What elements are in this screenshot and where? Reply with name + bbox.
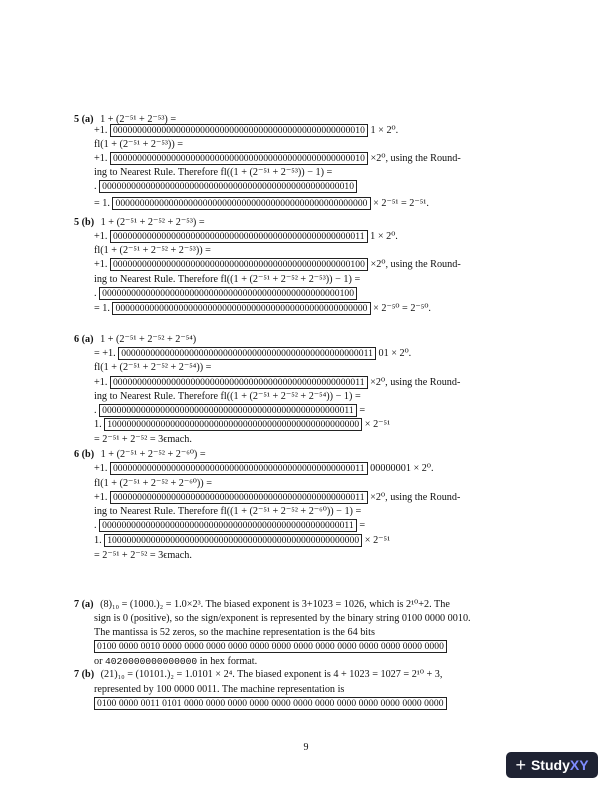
problem-label: 6 (a): [74, 334, 94, 345]
problem-label: 6 (b): [74, 449, 95, 460]
text-line: [94, 418, 390, 431]
text-fragment: 1 + (2⁻⁵¹ + 2⁻⁵² + 2⁻⁶⁰) =: [98, 449, 206, 460]
bit-box: 1000000000000000000000000000000000000000000000000000: [104, 534, 362, 547]
bit-box: 0000000000000000000000000000000000000000000000000011: [110, 376, 368, 389]
text-line: [94, 655, 257, 668]
bit-box: 0000000000000000000000000000000000000000000000000010: [110, 152, 368, 165]
text-fragment: × 2⁻⁵¹: [362, 419, 391, 430]
text-line: sign is 0 (positive), so the sign/exponent is represented by the binary string 0100 0000 0010.: [94, 613, 471, 624]
text-fragment: = +1.: [94, 348, 119, 359]
page-number: 9: [303, 742, 309, 753]
text-fragment: +1.: [94, 377, 110, 388]
bit-box: 0000000000000000000000000000000000000000000000000011: [110, 462, 368, 475]
text-fragment: = 1.: [94, 303, 113, 314]
text-fragment: 1 + (2⁻⁵¹ + 2⁻⁵² + 2⁻⁵⁴): [97, 334, 197, 345]
text-line: ing to Nearest Rule. Therefore fl((1 + (2⁻⁵¹ + 2⁻⁵² + 2⁻⁶⁰)) − 1) =: [94, 506, 362, 517]
text-fragment: +1.: [94, 259, 110, 270]
bit-box: 0000000000000000000000000000000000000000000000000011: [99, 404, 357, 417]
bit-box: 0000000000000000000000000000000000000000000000000010: [99, 180, 357, 193]
text-fragment: 1 × 2⁰.: [367, 231, 398, 242]
text-line: [74, 668, 442, 681]
text-line: ing to Nearest Rule. Therefore fl((1 + (2⁻⁵¹ + 2⁻⁵³)) − 1) =: [94, 167, 333, 178]
text-line: [94, 180, 357, 193]
problem-label: 7 (a): [74, 599, 94, 610]
bit-box: 1000000000000000000000000000000000000000000000000000: [104, 418, 362, 431]
text-fragment: = 1.: [94, 198, 113, 209]
text-fragment: 1 + (2⁻⁵¹ + 2⁻⁵³) =: [97, 114, 177, 125]
text-fragment: ×2⁰, using the Round-: [367, 259, 461, 270]
text-fragment: 1.: [94, 535, 105, 546]
text-fragment: +1.: [94, 153, 110, 164]
text-line: [94, 640, 447, 653]
text-fragment: or: [94, 656, 106, 667]
problem-label: 5 (a): [74, 114, 94, 125]
text-line: [94, 697, 447, 710]
hex-value: 4020000000000000: [105, 656, 198, 667]
text-fragment: (21)₁₀ = (10101.)₂ = 1.0101 × 2⁴. The biased exponent is 4 + 1023 = 1027 = 2¹⁰ + 3,: [98, 669, 443, 680]
text-line: fl(1 + (2⁻⁵¹ + 2⁻⁵² + 2⁻⁵³)) =: [94, 245, 211, 256]
text-line: ing to Nearest Rule. Therefore fl((1 + (2⁻⁵¹ + 2⁻⁵² + 2⁻⁵⁴)) − 1) =: [94, 391, 361, 402]
text-line: [94, 347, 411, 360]
text-fragment: in hex format.: [197, 656, 258, 667]
text-line: The mantissa is 52 zeros, so the machine representation is the 64 bits: [94, 627, 375, 638]
bit-box: 0000000000000000000000000000000000000000000000000010: [110, 124, 368, 137]
text-fragment: ×2⁰, using the Round-: [367, 377, 461, 388]
text-fragment: × 2⁻⁵¹ = 2⁻⁵¹.: [370, 198, 429, 209]
text-line: [94, 258, 461, 271]
text-line: represented by 100 0000 0011. The machine representation is: [94, 684, 345, 695]
bit-box: 0000000000000000000000000000000000000000000000000011: [118, 347, 376, 360]
plus-icon: +: [515, 755, 526, 775]
text-line: [74, 216, 205, 229]
logo-text: Study: [530, 757, 570, 773]
text-fragment: 1 × 2⁰.: [367, 125, 399, 136]
text-fragment: × 2⁻⁵⁰ = 2⁻⁵⁰.: [370, 303, 431, 314]
text-line: fl(1 + (2⁻⁵¹ + 2⁻⁵² + 2⁻⁵⁴)) =: [94, 362, 212, 373]
text-fragment: × 2⁻⁵¹: [362, 535, 391, 546]
bit-box: 0100 0000 0010 0000 0000 0000 0000 0000 0000 0000 0000 0000 0000 0000 0000 0000: [94, 640, 447, 653]
text-fragment: 00000001 × 2⁰.: [367, 463, 434, 474]
text-fragment: .: [94, 405, 100, 416]
text-line: = 2⁻⁵¹ + 2⁻⁵² = 3ϵmach.: [94, 550, 192, 561]
text-line: [94, 404, 365, 417]
problem-label: 5 (b): [74, 217, 95, 228]
text-fragment: .: [94, 520, 100, 531]
text-line: [74, 448, 206, 461]
text-line: [94, 491, 460, 504]
text-fragment: .: [94, 181, 100, 192]
text-line: fl(1 + (2⁻⁵¹ + 2⁻⁵³)) =: [94, 139, 184, 150]
text-fragment: ×2⁰, using the Round-: [367, 153, 461, 164]
text-line: = 2⁻⁵¹ + 2⁻⁵² = 3ϵmach.: [94, 434, 192, 445]
bit-box: 0100 0000 0011 0101 0000 0000 0000 0000 0000 0000 0000 0000 0000 0000 0000 0000: [94, 697, 447, 710]
text-line: [74, 598, 450, 611]
text-line: [94, 124, 398, 137]
text-fragment: +1.: [94, 231, 110, 242]
bit-box: 0000000000000000000000000000000000000000000000000100: [99, 287, 357, 300]
text-fragment: =: [356, 520, 366, 531]
text-fragment: 1.: [94, 419, 105, 430]
text-line: [94, 519, 365, 532]
text-line: [94, 534, 390, 547]
text-fragment: +1.: [94, 463, 110, 474]
text-line: [94, 462, 434, 475]
text-line: [94, 152, 461, 165]
text-fragment: +1.: [94, 125, 110, 136]
text-line: ing to Nearest Rule. Therefore fl((1 + (2⁻⁵¹ + 2⁻⁵² + 2⁻⁵³)) − 1) =: [94, 274, 361, 285]
text-fragment: =: [356, 405, 366, 416]
bit-box: 0000000000000000000000000000000000000000000000000100: [110, 258, 368, 271]
problem-label: 7 (b): [74, 669, 95, 680]
text-line: [94, 287, 357, 300]
text-line: [94, 302, 431, 315]
text-line: [94, 376, 460, 389]
text-line: [74, 333, 196, 346]
text-line: [94, 197, 429, 210]
text-fragment: (8)₁₀ = (1000.)₂ = 1.0×2³. The biased exponent is 3+1023 = 1026, which is 2¹⁰+2. The: [97, 599, 450, 610]
text-fragment: +1.: [94, 492, 110, 503]
bit-box: 0000000000000000000000000000000000000000000000000000: [112, 197, 370, 210]
text-fragment: .: [94, 288, 100, 299]
studyxy-logo: [506, 752, 598, 778]
logo-accent: XY: [569, 757, 589, 773]
bit-box: 0000000000000000000000000000000000000000000000000011: [99, 519, 357, 532]
bit-box: 0000000000000000000000000000000000000000000000000000: [112, 302, 370, 315]
text-fragment: 01 × 2⁰.: [375, 348, 412, 359]
text-fragment: ×2⁰, using the Round-: [367, 492, 461, 503]
bit-box: 0000000000000000000000000000000000000000000000000011: [110, 491, 368, 504]
text-fragment: 1 + (2⁻⁵¹ + 2⁻⁵² + 2⁻⁵³) =: [98, 217, 205, 228]
text-line: [94, 230, 398, 243]
bit-box: 0000000000000000000000000000000000000000000000000011: [110, 230, 368, 243]
text-line: fl(1 + (2⁻⁵¹ + 2⁻⁵² + 2⁻⁶⁰)) =: [94, 478, 212, 489]
